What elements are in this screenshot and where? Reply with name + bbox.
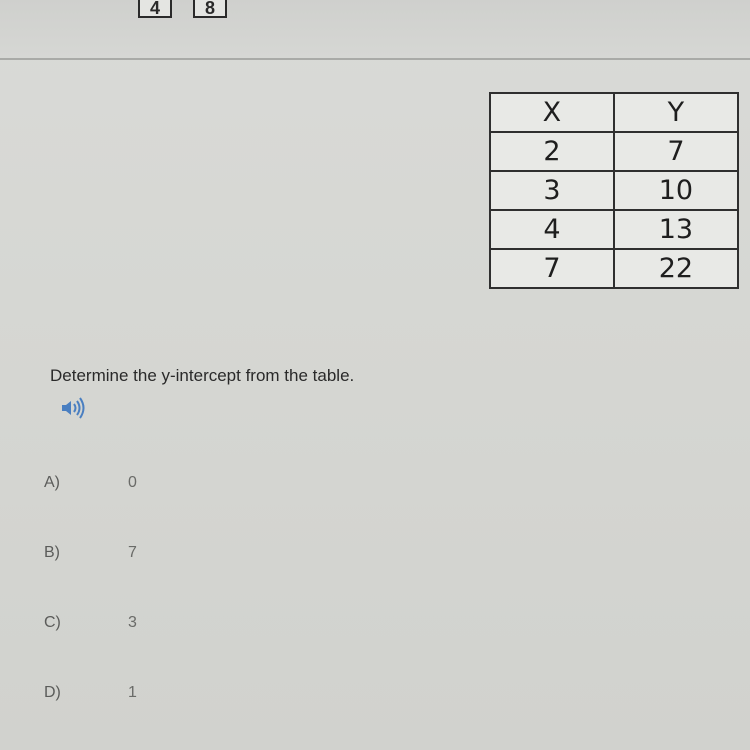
question-nav-button-4[interactable]: 4 [138, 0, 172, 18]
table-cell-y: 13 [614, 210, 738, 249]
choice-value: 0 [128, 474, 137, 491]
choice-letter: B) [44, 544, 60, 561]
answer-choice-b[interactable] [44, 544, 344, 570]
question-nav-button-8[interactable]: 8 [193, 0, 227, 18]
choice-value: 7 [128, 544, 137, 561]
choice-letter: C) [44, 614, 61, 631]
table-cell-x: 7 [490, 249, 614, 288]
answer-choice-d[interactable] [44, 684, 344, 710]
table-row [490, 249, 738, 288]
table-cell-y: 22 [614, 249, 738, 288]
table-header-x: X [490, 93, 614, 132]
xy-data-table [489, 92, 739, 289]
question-text: Determine the y-intercept from the table. [50, 366, 355, 385]
choice-letter: D) [44, 684, 61, 701]
top-divider [0, 58, 750, 60]
choice-value: 3 [128, 614, 137, 631]
speaker-icon[interactable] [60, 396, 90, 420]
answer-choice-a[interactable] [44, 474, 344, 500]
table-row [490, 171, 738, 210]
table-cell-y: 10 [614, 171, 738, 210]
table-cell-x: 4 [490, 210, 614, 249]
table-header-y: Y [614, 93, 738, 132]
choice-value: 1 [128, 684, 137, 701]
table-cell-y: 7 [614, 132, 738, 171]
table-header-row [490, 93, 738, 132]
choice-letter: A) [44, 474, 60, 491]
table-row [490, 132, 738, 171]
table-row [490, 210, 738, 249]
table-cell-x: 2 [490, 132, 614, 171]
top-navigation-bar [0, 0, 750, 58]
table-cell-x: 3 [490, 171, 614, 210]
answer-choice-c[interactable] [44, 614, 344, 640]
